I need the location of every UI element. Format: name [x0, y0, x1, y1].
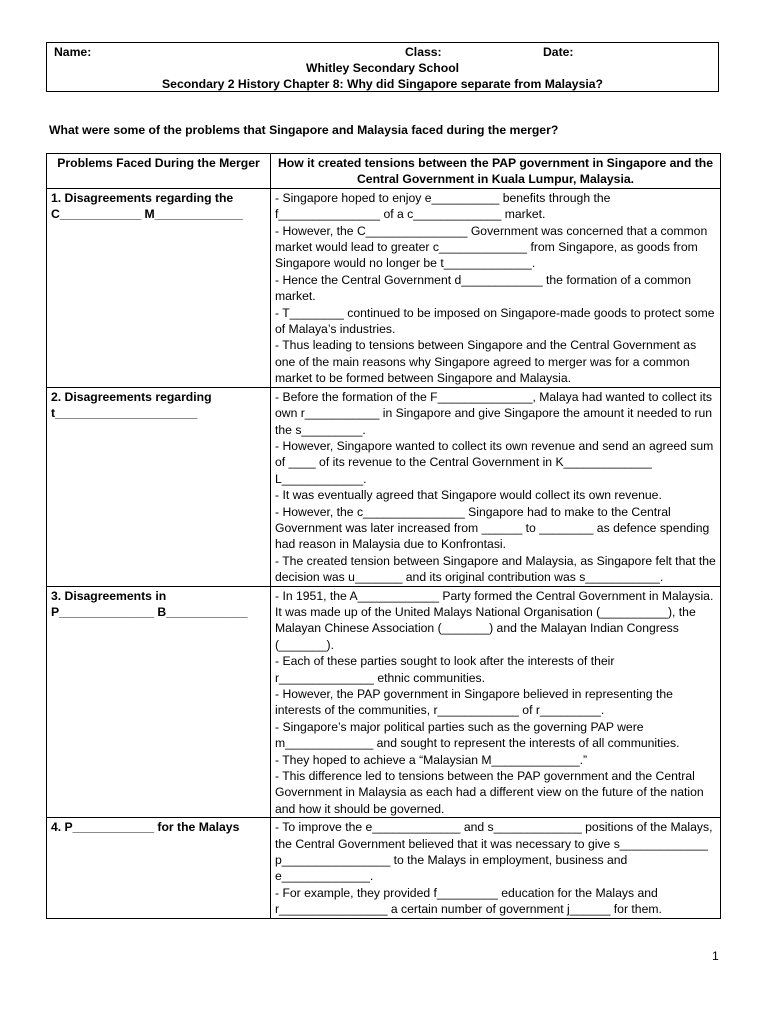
point-text: - Thus leading to tensions between Singapore and the Central Government as one of the main reasons why Singapore agreed to merger was for a common market to be formed between Singapore and Malaysia.	[275, 338, 697, 386]
problem-blank: t_____________________	[51, 406, 198, 421]
table-row	[47, 387, 721, 586]
point-text: - Hence the Central Government d____________ the formation of a common market.	[275, 272, 691, 304]
point-text: - To improve the e_____________ and s_____________ positions of the Malays, the Central Government believed that it was necessary to give s_____________ p________________ to the Malays in employment, business and e_____________.	[275, 820, 713, 884]
point-text: - However, the C_______________ Government was concerned that a common market would lead to greater c_____________ from Singapore, as goods from Singapore would no longer be t_____________.	[275, 223, 708, 271]
col-header-tensions: How it created tensions between the PAP government in Singapore and the Central Government in Kuala Lumpur, Malaysia.	[271, 154, 721, 189]
point-text: - Singapore hoped to enjoy e__________ benefits through the f_______________ of a c_____________ market.	[275, 190, 611, 222]
point-text: - Each of these parties sought to look after the interests of their r______________ ethnic communities.	[275, 654, 615, 685]
problem-label: 1. Disagreements regarding the	[51, 190, 234, 205]
problem-cell	[47, 387, 271, 586]
school-name: Whitley Secondary School	[305, 61, 460, 75]
class-label: Class:	[405, 45, 442, 59]
tension-cell	[271, 818, 721, 918]
table-header-row	[47, 154, 721, 189]
problem-blank: P______________ B____________	[51, 604, 248, 619]
problems-table	[46, 153, 721, 919]
table-row	[47, 188, 721, 387]
point-text: - However, Singapore wanted to collect its own revenue and send an agreed sum of ____ of its revenue to the Central Government in K_____________ L____________.	[275, 438, 714, 486]
point-text: - However, the c_______________ Singapore had to make to the Central Government was later increased from ______ to ________ as defence spending had reason in Malaysia due to Konfrontasi.	[275, 504, 710, 552]
point-text: - However, the PAP government in Singapore believed in representing the interests of the communities, r____________ of r_________.	[275, 687, 673, 718]
question-text: What were some of the problems that Singapore and Malaysia faced during the merger?	[49, 123, 559, 137]
problem-label: 2. Disagreements regarding	[51, 389, 212, 404]
tension-cell	[271, 188, 721, 387]
chapter-title: Secondary 2 History Chapter 8: Why did Singapore separate from Malaysia?	[162, 77, 603, 91]
name-label: Name:	[54, 45, 92, 59]
point-text: - In 1951, the A____________ Party formed the Central Government in Malaysia. It was made up of the United Malays National Organisation (__________), the Malayan Chinese Association (_______) and the Malayan Indian Congress (_______).	[275, 588, 714, 652]
point-text: - For example, they provided f_________ education for the Malays and r________________ a certain number of government j______ for them.	[275, 885, 662, 917]
point-text: - The created tension between Singapore and Malaysia, as Singapore felt that the decision was u_______ and its original contribution was s___________.	[275, 553, 716, 585]
point-text: - Singapore’s major political parties such as the governing PAP were m_____________ and sought to represent the interests of all communities.	[275, 719, 680, 751]
point-text: - It was eventually agreed that Singapore would collect its own revenue.	[275, 488, 662, 503]
problem-label: 3. Disagreements in	[51, 588, 167, 603]
problem-cell	[47, 818, 271, 918]
worksheet-header	[46, 42, 719, 92]
point-text: - They hoped to achieve a “Malaysian M_____________.”	[275, 752, 588, 767]
problem-cell	[47, 188, 271, 387]
problem-cell	[47, 586, 271, 818]
date-label: Date:	[543, 45, 574, 59]
col-header-problems: Problems Faced During the Merger	[47, 154, 271, 189]
point-text: - This difference led to tensions between the PAP government and the Central Government in Malaysia as each had a different view on the future of the nation and how it should be governed.	[275, 769, 704, 816]
table-row	[47, 818, 721, 918]
point-text: - Before the formation of the F______________, Malaya had wanted to collect its own r___________ in Singapore and give Singapore the amount it needed to run the s_________.	[275, 389, 713, 437]
page-number: 1	[712, 949, 719, 963]
point-text: - T________ continued to be imposed on Singapore-made goods to protect some of Malaya’s industries.	[275, 305, 715, 337]
problem-blank: C____________ M_____________	[51, 207, 243, 222]
tension-cell	[271, 387, 721, 586]
table-row	[47, 586, 721, 818]
tension-cell	[271, 586, 721, 818]
problem-label: 4. P____________ for the Malays	[51, 820, 240, 835]
